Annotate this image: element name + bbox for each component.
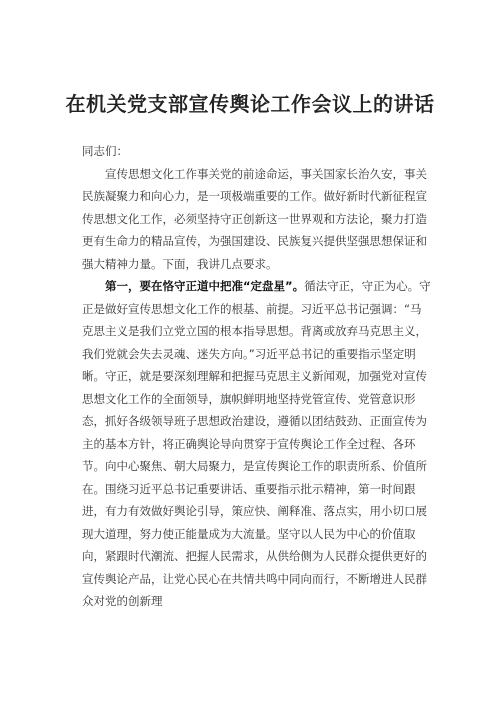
section-1-paragraph — [82, 275, 432, 613]
document-title: 在机关党支部宣传舆论工作会议上的讲话 — [65, 92, 435, 116]
intro-paragraph: 宣传思想文化工作事关党的前途命运，事关国家长治久安，事关民族凝聚力和向心力，是一项极端重要的工作。做好新时代新征程宣传思想文化工作，必须坚持守正创新这一世界观和方法论，聚力打造更有生命力的精品宣传，为强国建设、民族复兴提供坚强思想保证和强大精神力量。下面，我讲几点要求。 — [82, 166, 427, 271]
section-1-body: 循法守正，守正为心。守正是做好宣传思想文化工作的根基、前提。习近平总书记强调：“马克思主义是我们立党立国的根本指导思想。背离或放弃马克思主义，我们党就会失去灵魂、迷失方向。”习近平总书记的重要指示坚定明晰。守正，就是要深刻理解和把握马克思主义新闻观，加强党对宣传思想文化工作的全面领导，旗帜鲜明地坚持党管宣传、党管意识形态，抓好各级领导班子思想政治建设，遵循以团结鼓劲、正面宣传为主的基本方针，将正确舆论导向贯穿于宣传舆论工作全过程、各环节。向中心聚焦、朝大局聚力，是宣传舆论工作的职责所系、价值所在。围绕习近平总书记重要讲话、重要指示批示精神，第一时间跟进，有力有效做好舆论引导，策应快、阐释准、落点实，用小切口展现大道理，努力使正能量成为大流量。坚守以人民为中心的价值取向，紧跟时代潮流、把握人民需求，从供给侧为人民群众提供更好的宣传舆论产品，让党心民心在共情共鸣中同向而行，不断增进人民群众对党的创新理 — [82, 279, 431, 608]
document-body — [82, 140, 432, 613]
section-1-heading: 第一，要在恪守正道中把准“定盘星”。 — [105, 279, 305, 293]
salutation: 同志们： — [82, 144, 128, 158]
